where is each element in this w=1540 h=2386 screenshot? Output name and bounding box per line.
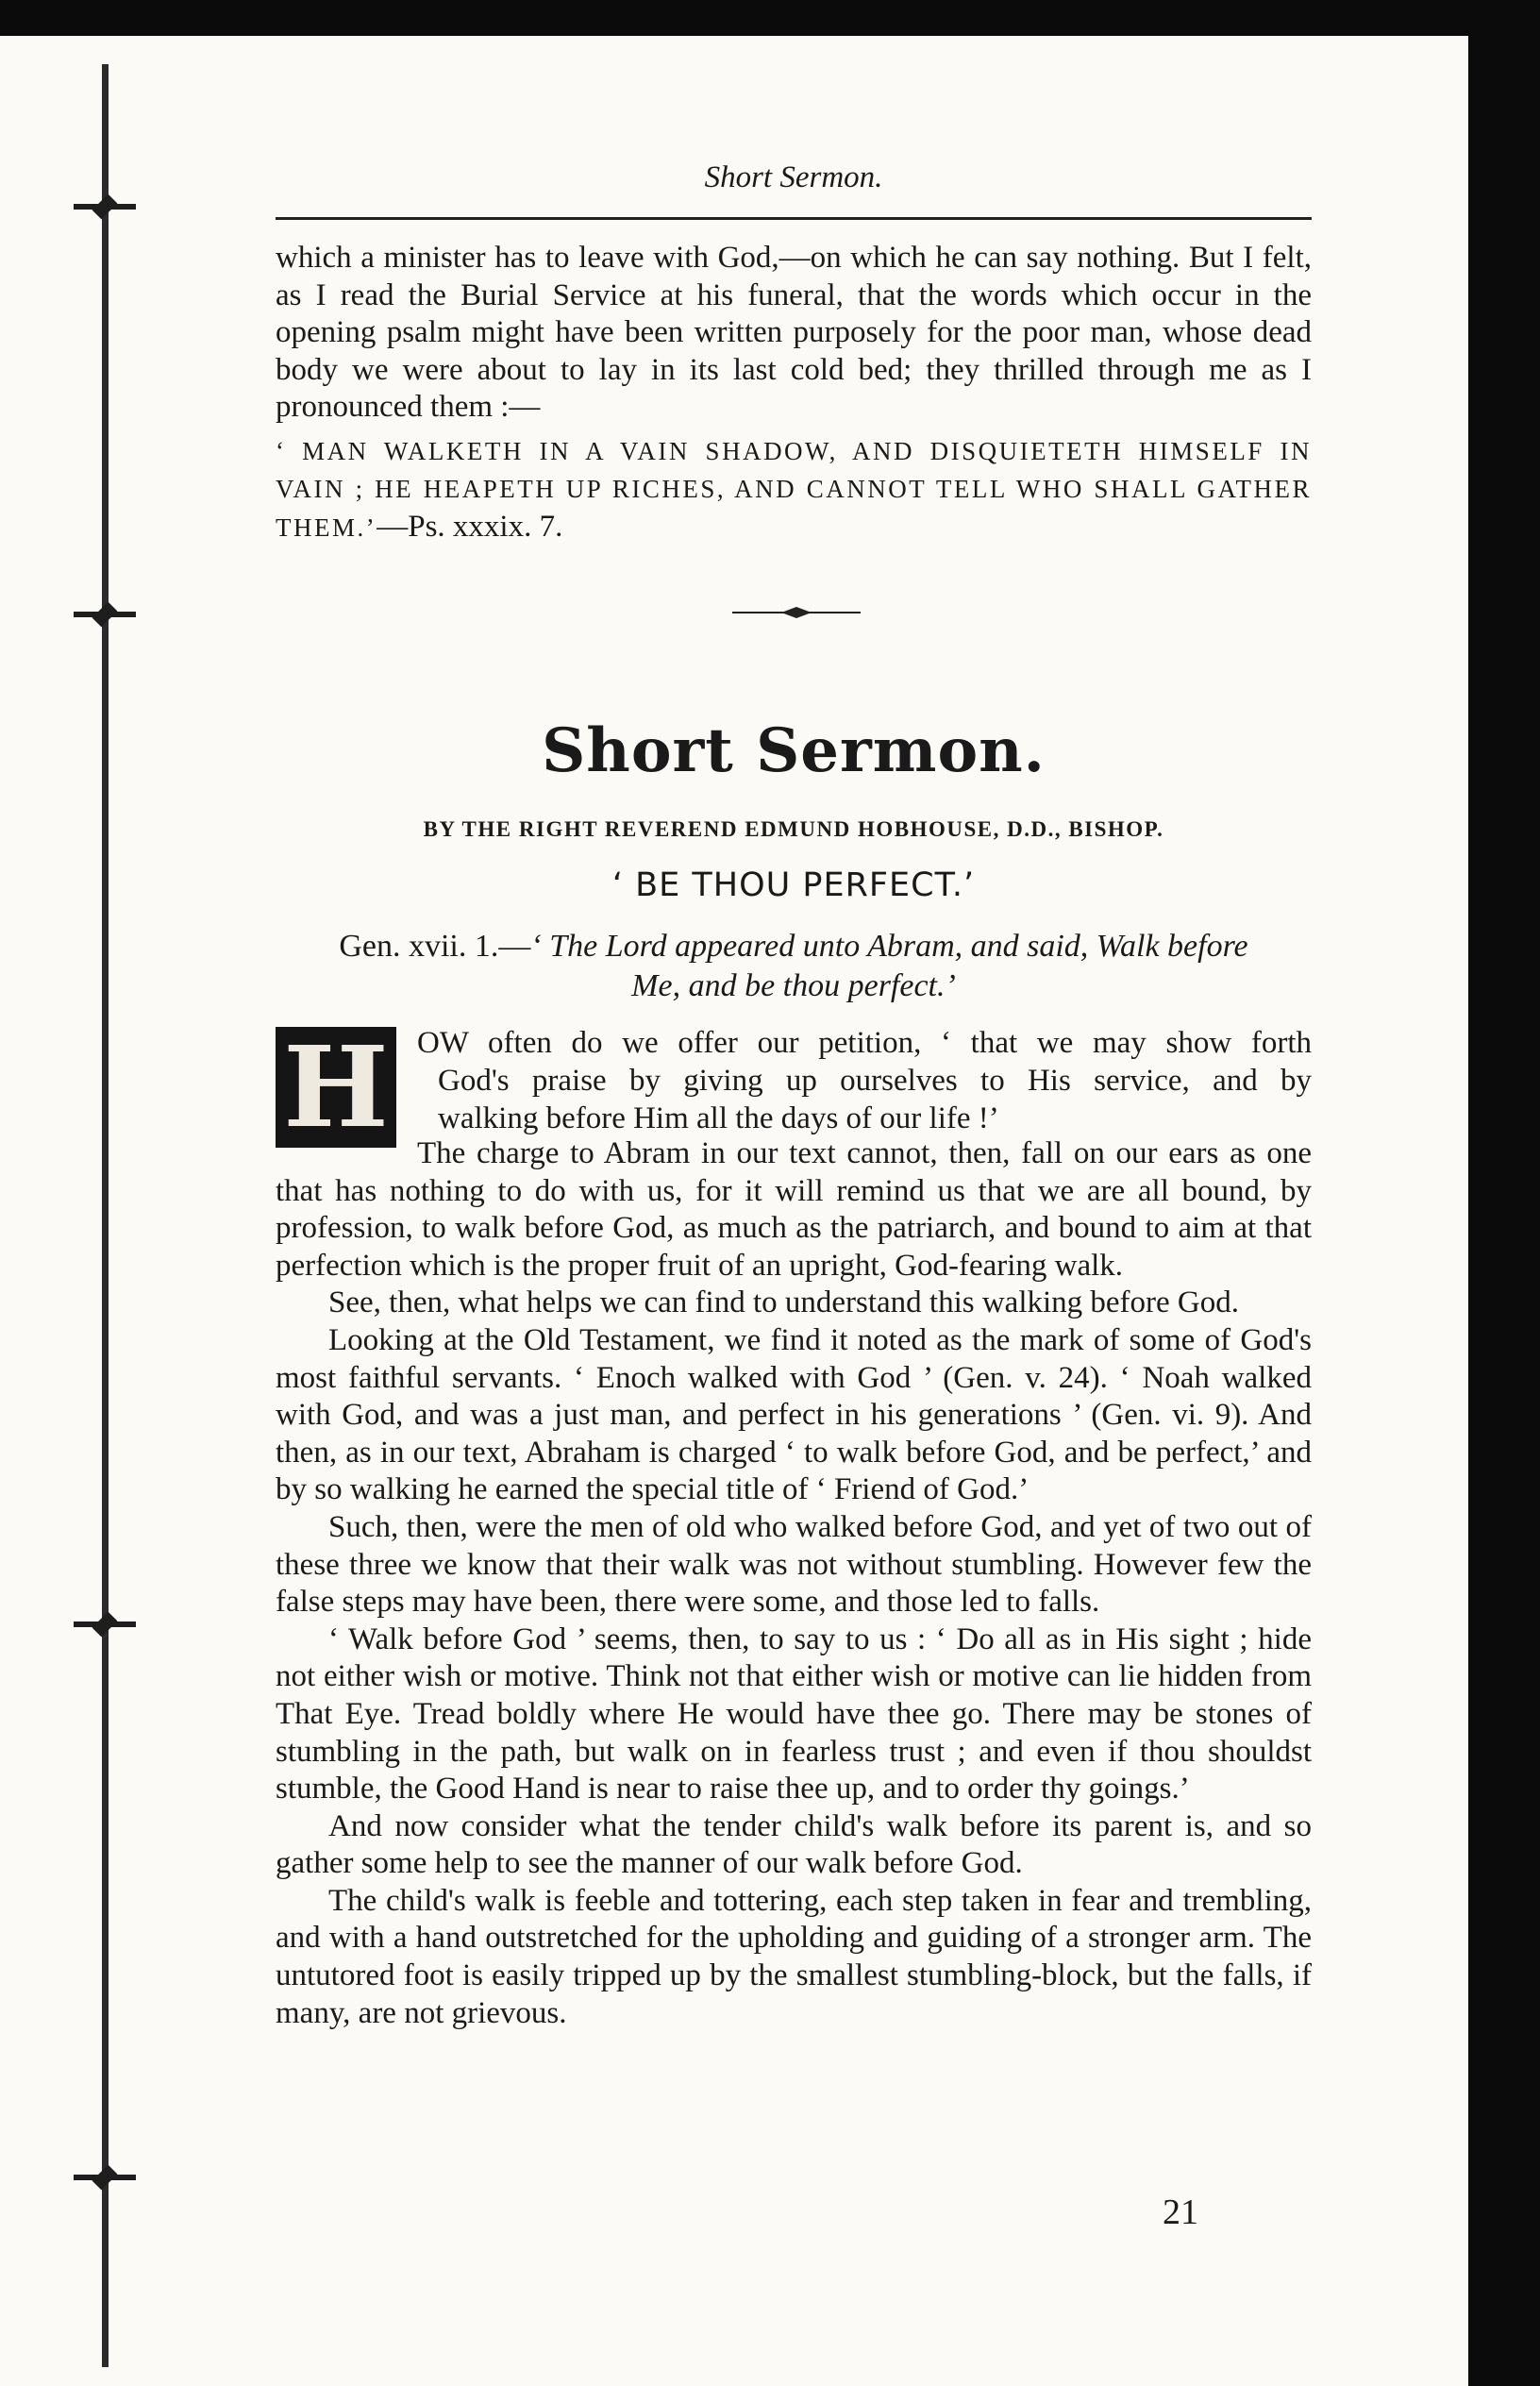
decorative-dropcap	[276, 1021, 396, 1152]
scripture-quote-line-1: ‘ The Lord appeared unto Abram, and said, Walk before	[530, 929, 1248, 964]
body-paragraph: See, then, what helps we can find to understand this walking before God.	[328, 1285, 1240, 1320]
sermon-subtitle: ‘ BE THOU PERFECT.’	[611, 866, 976, 904]
sermon-title: Short Sermon.	[542, 715, 1046, 786]
body-paragraph: And now consider what the tender child's walk before its parent is, and so gather some help to see the manner of our walk before God.	[276, 1808, 1312, 1881]
psalm-reference: —Ps. xxxix. 7.	[377, 510, 563, 544]
body-paragraph: ‘ Walk before God ’ seems, then, to say to us : ‘ Do all as in His sight ; hide not either wish or motive. Think not that either wish or motive can lie hidden from That Eye. Tread boldly where He would have thee go. There may be stones of stumbling in the path, but walk on in fearless trust ; and even if thou shouldst stumble, the Good Hand is near to raise thee up, and to order thy goings.’	[276, 1621, 1312, 1806]
page-number: 21	[1163, 2193, 1198, 2232]
header-rule	[276, 217, 1312, 220]
body-paragraph: Such, then, were the men of old who walked before God, and yet of two out of these three we know that their walk was not without stumbling. However few the false steps may have been, there were some, and those led to falls.	[276, 1509, 1312, 1620]
body-paragraph: Looking at the Old Testament, we find it noted as the mark of some of God's most faithful servants. ‘ Enoch walked with God ’ (Gen. v. 24). ‘ Noah walked with God, and was a just man, and perfect in his generations ’ (Gen. vi. 9). And then, as in our text, Abraham is charged ‘ to walk before God, and be perfect,’ and by so walking he earned the special title of ‘ Friend of God.’	[276, 1322, 1312, 1507]
binding-stitch	[74, 612, 136, 617]
scripture-text	[276, 927, 1312, 1006]
continued-paragraph: which a minister has to leave with God,—on which he can say nothing. But I felt, as I read the Burial Service at his funeral, that the words which occur in the opening psalm might have been written purposely for the poor man, whose dead body we were about to lay in its last cold bed; they thrilled through me as I pronounced them :—	[276, 241, 1312, 425]
binding-spine	[102, 64, 109, 2367]
scripture-reference: Gen. xvii. 1.—	[339, 929, 531, 964]
running-head: Short Sermon.	[704, 160, 883, 194]
psalm-quote-text: ‘ MAN WALKETH IN A VAIN SHADOW, AND DISQUIETETH HIMSELF IN VAIN ; HE HEAPETH UP RICHES, AND CANNOT TELL WHO SHALL GATHER THEM.’	[276, 437, 1312, 542]
sermon-byline: BY THE RIGHT REVEREND EDMUND HOBHOUSE, D.D., BISHOP.	[423, 817, 1164, 841]
body-paragraph: The charge to Abram in our text cannot, then, fall on our ears as one that has nothing to do with us, for it will remind us that we are all bound, by profession, to walk before God, as much as the patriarch, and bound to aim at that perfection which is the proper fruit of an upright, God-fearing walk.	[276, 1136, 1312, 1283]
opening-line-3: walking before Him all the days of our life !’	[438, 1101, 999, 1135]
binding-stitch	[74, 204, 136, 210]
section-ornament	[732, 606, 861, 619]
opening-line-1: OW often do we offer our petition, ‘ that we may show forth	[417, 1026, 1312, 1060]
opening-line-2: God's praise by giving up ourselves to His service, and by	[438, 1064, 1312, 1098]
sermon-body	[276, 1135, 1312, 2032]
body-paragraph: The child's walk is feeble and tottering, each step taken in fear and trembling, and with a hand outstretched for the upholding and guiding of a stronger arm. The untutored foot is easily tripped up by the smallest stumbling-block, but the falls, if many, are not grievous.	[276, 1883, 1312, 2030]
binding-stitch	[74, 2175, 136, 2180]
book-page	[0, 36, 1468, 2386]
binding-stitch	[74, 1621, 136, 1627]
dropcap-letter: H	[283, 1021, 389, 1152]
psalm-quote	[276, 432, 1312, 546]
scripture-quote-line-2: Me, and be thou perfect.’	[631, 968, 956, 1003]
